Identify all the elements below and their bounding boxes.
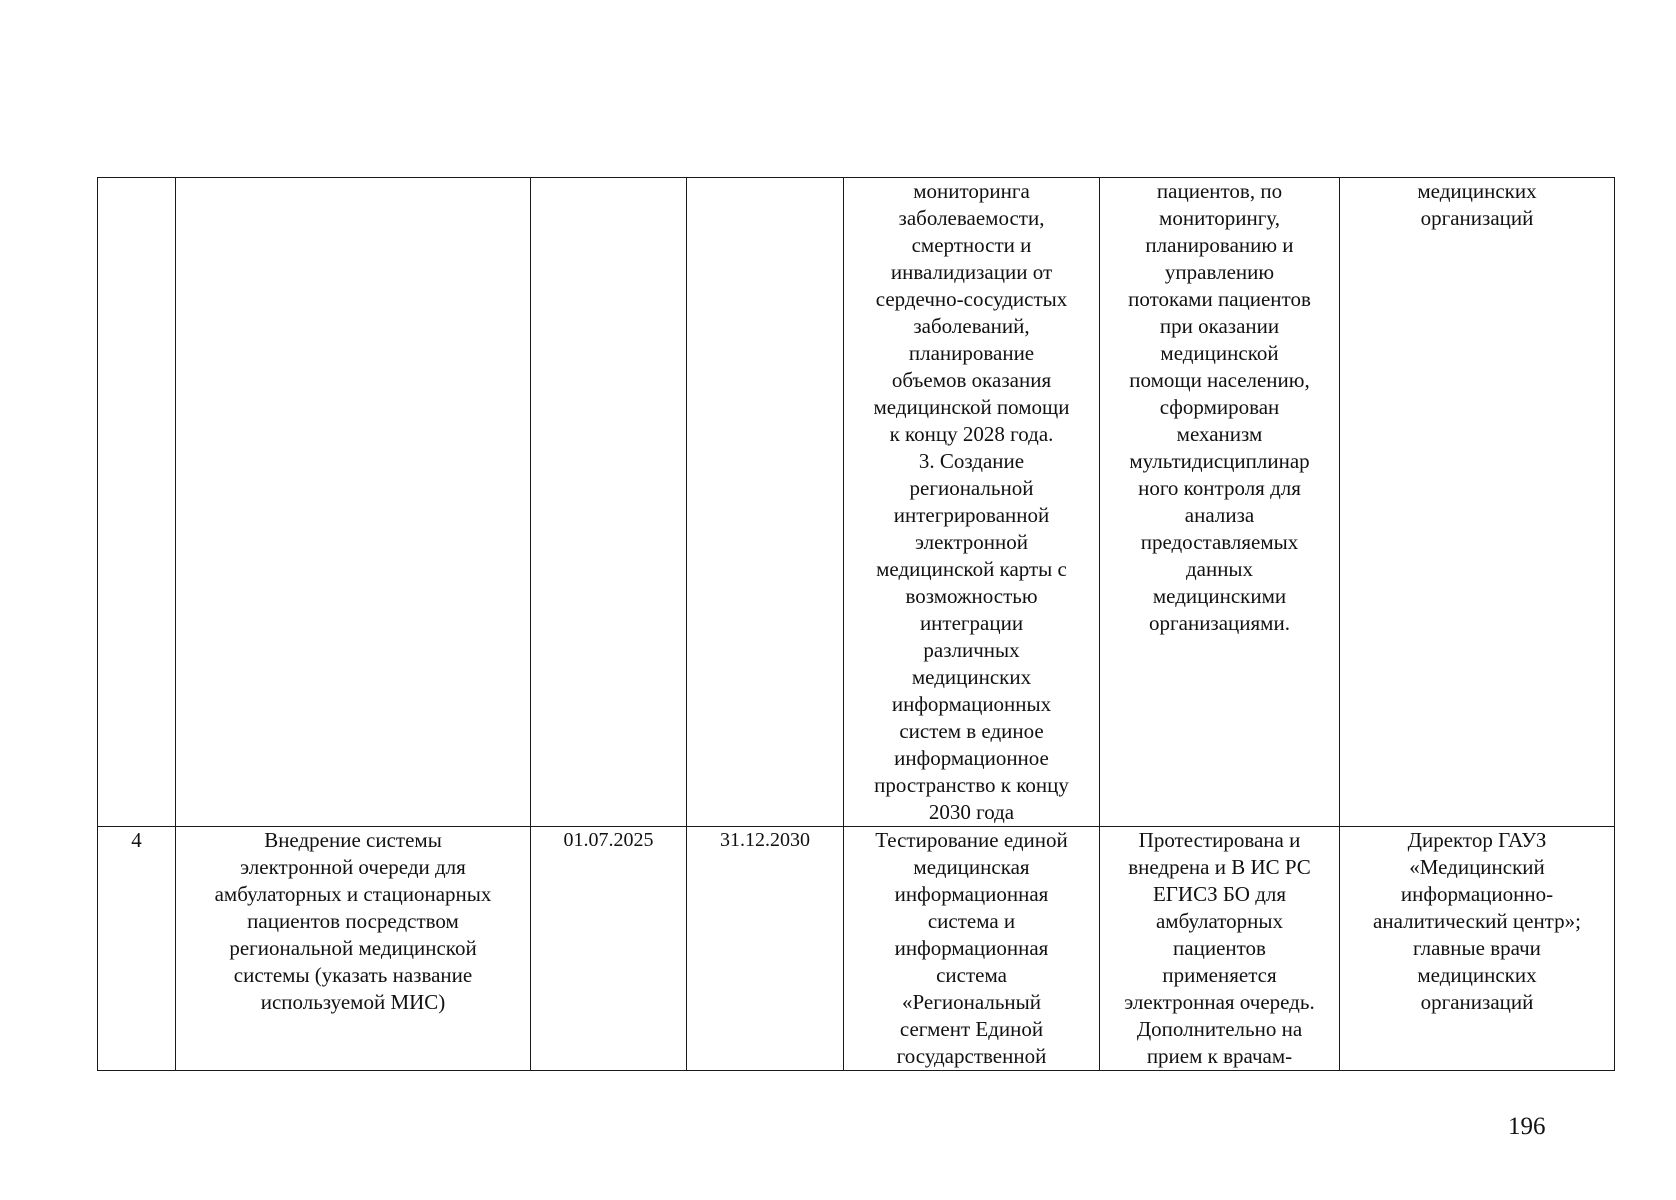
table-row: [98, 827, 1615, 1071]
cell-indicator-text: пациентов, по мониторингу, планированию и управлению потоками пациентов при оказании медицинской помощи населению, сформирован механизм мультидисциплинар ного контроля для анализа предоставляемых данных медицинскими организациями.: [1128, 179, 1311, 635]
cell-indicator-text: Протестирована и внедрена и В ИС РС ЕГИСЗ БО для амбулаторных пациентов применяется электронная очередь. Дополнительно на прием к врачам-: [1124, 828, 1315, 1068]
cell-responsible: [1340, 178, 1615, 827]
cell-responsible-text: медицинских организаций: [1417, 179, 1537, 230]
cell-indicator: [1100, 178, 1340, 827]
cell-responsible: [1340, 827, 1615, 1071]
cell-result: [844, 827, 1100, 1071]
plan-table: [97, 177, 1615, 1071]
table-row: [98, 178, 1615, 827]
cell-start-date: [531, 827, 687, 1071]
cell-event-name: [176, 827, 531, 1071]
cell-end-date-text: 31.12.2030: [720, 829, 810, 851]
cell-number: [98, 178, 176, 827]
cell-end-date: [687, 178, 844, 827]
cell-number: [98, 827, 176, 1071]
page-number: 196: [1508, 1113, 1546, 1140]
cell-event-name-text: Внедрение системы электронной очереди для амбулаторных и стационарных пациентов посредством региональной медицинской системы (указать название используемой МИС): [214, 828, 492, 1014]
cell-responsible-text: Директор ГАУЗ «Медицинский информационно- аналитический центр»; главные врачи медицинских организаций: [1373, 828, 1581, 1014]
cell-event-name: [176, 178, 531, 827]
cell-end-date: [687, 827, 844, 1071]
cell-indicator: [1100, 827, 1340, 1071]
cell-result-text: мониторинга заболеваемости, смертности и инвалидизации от сердечно-сосудистых заболеваний, планирование объемов оказания медицинской помощи к концу 2028 года. 3. Создание региональной интегрированной электронной медицинской карты с возможностью интеграции различных медицинских информационных систем в единое информационное пространство к концу 2030 года: [873, 179, 1070, 824]
cell-result-text: Тестирование единой медицинская информационная система и информационная система «Региональный сегмент Единой государственной: [875, 828, 1068, 1068]
cell-result: [844, 178, 1100, 827]
cell-start-date: [531, 178, 687, 827]
cell-start-date-text: 01.07.2025: [563, 829, 654, 851]
cell-number-text: 4: [131, 828, 142, 852]
